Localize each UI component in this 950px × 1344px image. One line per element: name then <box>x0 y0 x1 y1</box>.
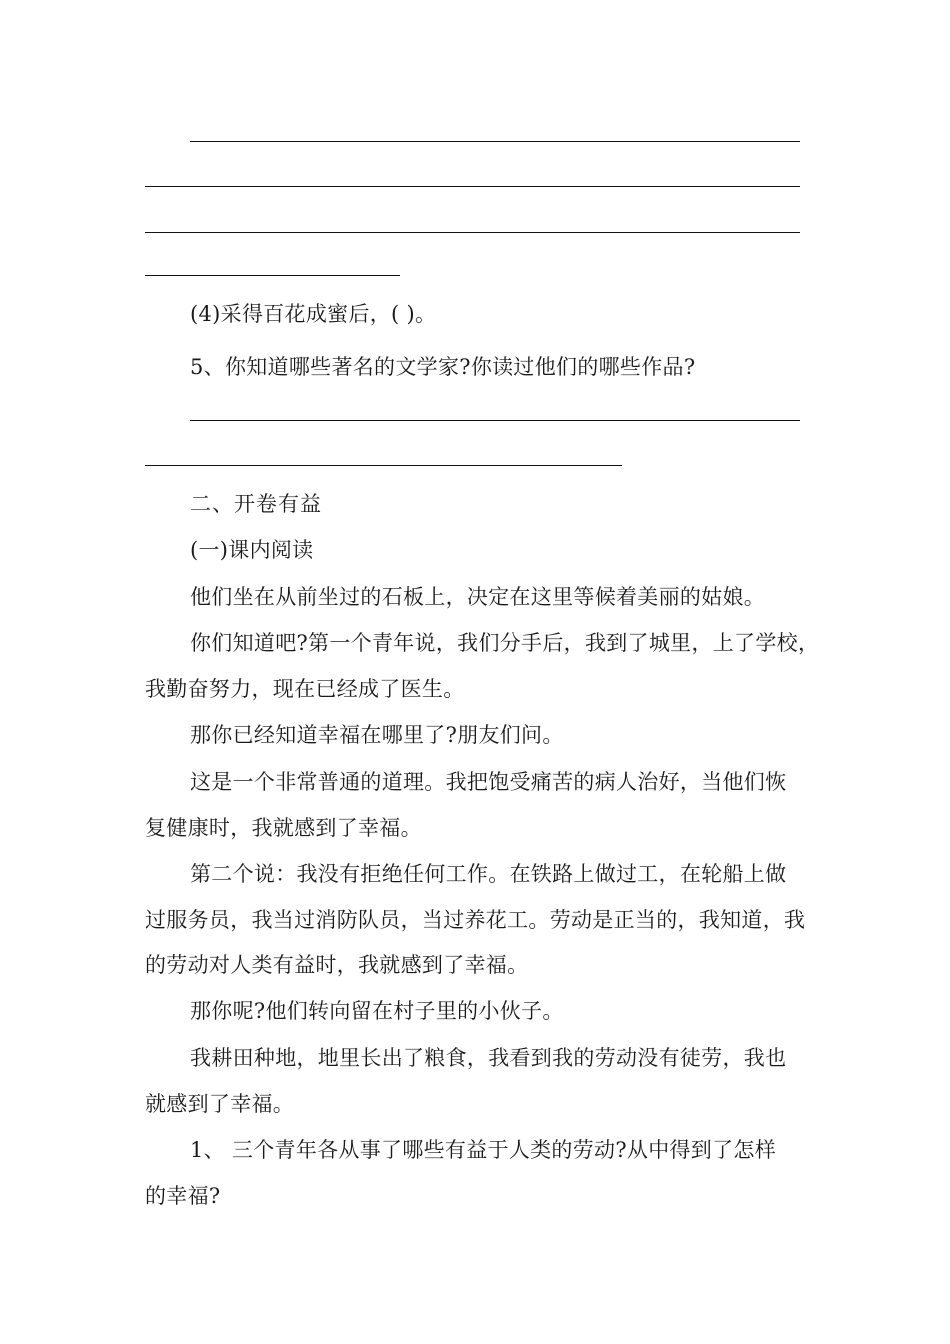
question-1: 1、 三个青年各从事了哪些有益于人类的劳动?从中得到了怎样 <box>190 1138 776 1162</box>
paragraph-line: 我耕田种地，地里长出了粮食，我看到我的劳动没有徒劳，我也 <box>190 1046 787 1070</box>
question-1-continued: 的幸福? <box>145 1184 221 1208</box>
answer-line <box>145 186 800 187</box>
paragraph-line: 第二个说：我没有拒绝任何工作。在铁路上做过工，在轮船上做 <box>190 862 787 886</box>
paragraph-line: 这是一个非常普通的道理。我把饱受痛苦的病人治好，当他们恢 <box>190 770 787 794</box>
section-title: 二、开卷有益 <box>190 492 322 516</box>
answer-line <box>145 275 400 276</box>
answer-line <box>190 420 800 421</box>
paragraph-line: 就感到了幸福。 <box>145 1092 295 1116</box>
paragraph-line: 那你已经知道幸福在哪里了?朋友们问。 <box>190 723 564 747</box>
answer-line <box>145 465 622 466</box>
paragraph-line: 的劳动对人类有益时，我就感到了幸福。 <box>145 953 529 977</box>
paragraph-line: 我勤奋努力，现在已经成了医生。 <box>145 677 465 701</box>
paragraph-line: 那你呢?他们转向留在村子里的小伙子。 <box>190 999 564 1023</box>
paragraph-line: 过服务员，我当过消防队员，当过养花工。劳动是正当的，我知道，我 <box>145 908 806 932</box>
question-4: (4)采得百花成蜜后，( )。 <box>190 302 437 326</box>
answer-line <box>145 232 800 233</box>
answer-line <box>190 141 800 142</box>
subsection-title: (一)课内阅读 <box>190 538 314 562</box>
paragraph-line: 复健康时，我就感到了幸福。 <box>145 816 422 840</box>
paragraph-line: 你们知道吧?第一个青年说，我们分手后，我到了城里，上了学校， <box>190 631 820 655</box>
paragraph-line: 他们坐在从前坐过的石板上，决定在这里等候着美丽的姑娘。 <box>190 585 766 609</box>
question-5: 5、你知道哪些著名的文学家?你读过他们的哪些作品? <box>190 355 696 379</box>
